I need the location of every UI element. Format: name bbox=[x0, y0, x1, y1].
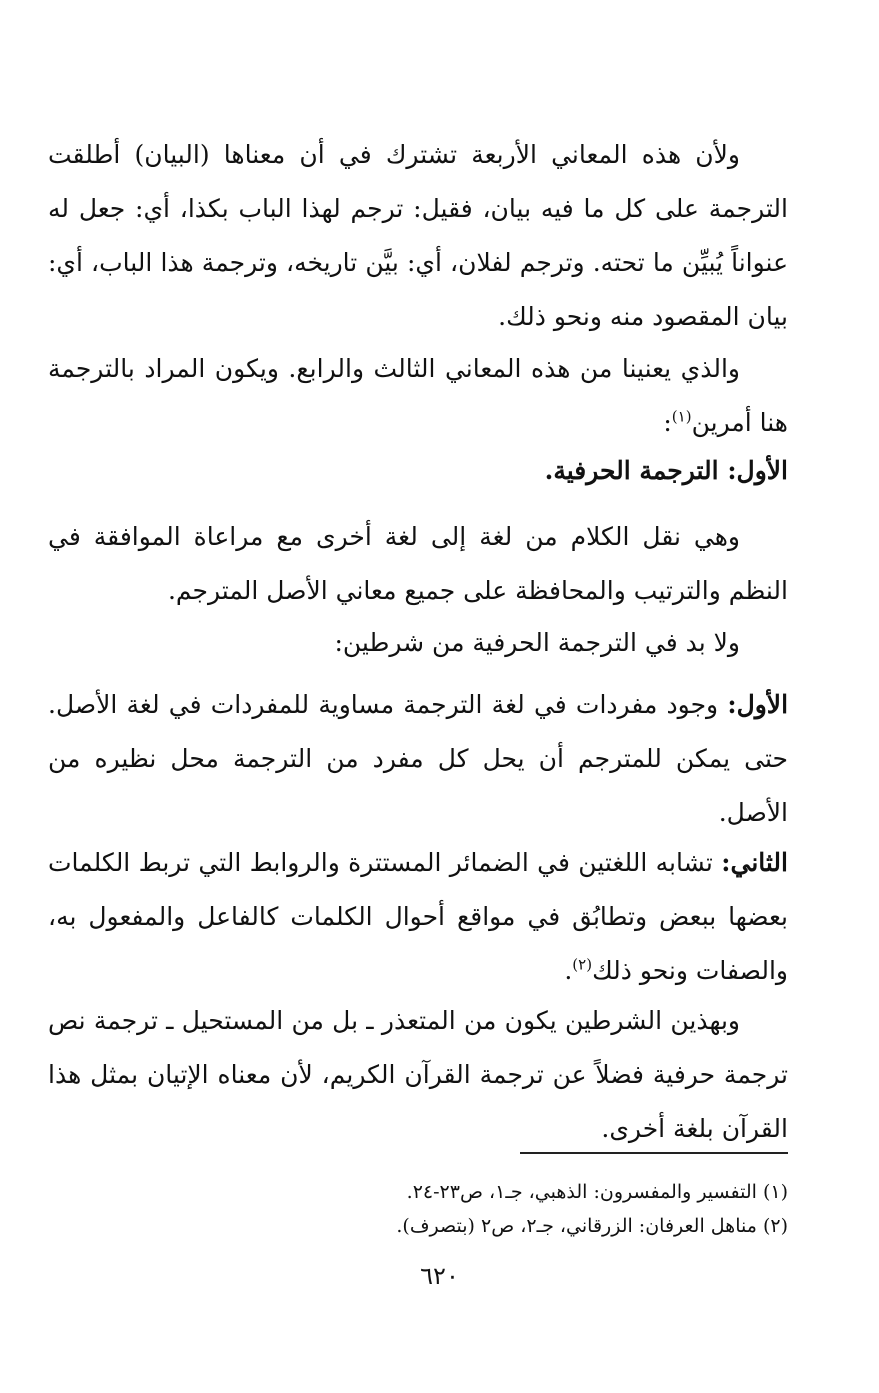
paragraph-2 bbox=[48, 342, 788, 450]
heading-text: الأول: الترجمة الحرفية. bbox=[544, 456, 788, 485]
paragraph-7 bbox=[48, 994, 788, 1156]
paragraph-6 bbox=[48, 836, 788, 998]
paragraph-4 bbox=[48, 616, 788, 670]
footnote-ref-2: (٢) bbox=[572, 955, 593, 974]
paragraph-7-text: وبهذين الشرطين يكون من المتعذر ـ بل من المستحيل ـ ترجمة نص ترجمة حرفية فضلاً عن ترجمة القرآن الكريم، لأن معناه الإتيان بمثل هذا القرآن بلغة أخرى. bbox=[48, 1006, 788, 1143]
paragraph-1-text: ولأن هذه المعاني الأربعة تشترك في أن معناها (البيان) أطلقت الترجمة على كل ما فيه بيان، فقيل: ترجم لهذا الباب بكذا، أي: جعل له عنواناً يُبيِّن ما تحته. وترجم لفلان، أي: بيَّن تاريخه، وترجمة هذا الباب، أي: بيان المقصود منه ونحو ذلك. bbox=[48, 140, 788, 331]
paragraph-3 bbox=[48, 510, 788, 618]
footnote-ref-1: (١) bbox=[671, 407, 692, 426]
paragraph-2-text: والذي يعنينا من هذه المعاني الثالث والرابع. ويكون المراد بالترجمة هنا أمرين bbox=[48, 354, 788, 437]
condition-1-label: الأول: bbox=[727, 690, 789, 719]
paragraph-5-text: وجود مفردات في لغة الترجمة مساوية للمفردات في لغة الأصل. حتى يمكن للمترجم أن يحل كل مفرد من الترجمة محل نظيره من الأصل. bbox=[48, 690, 788, 827]
paragraph-6-tail: . bbox=[564, 956, 573, 985]
paragraph-1 bbox=[48, 128, 788, 344]
page-number: ٦٢٠ bbox=[420, 1262, 459, 1290]
paragraph-3-text: وهي نقل الكلام من لغة إلى لغة أخرى مع مراعاة الموافقة في النظم والترتيب والمحافظة على جميع معاني الأصل المترجم. bbox=[48, 522, 788, 605]
footnote-1: (١) التفسير والمفسرون: الذهبي، جـ١، ص٢٣-٢٤. bbox=[406, 1181, 788, 1203]
paragraph-6-text: تشابه اللغتين في الضمائر المستترة والروابط التي تربط الكلمات بعضها ببعض وتطابُق في مواقع أحوال الكلمات كالفاعل والمفعول به، والصفات ونحو ذلك bbox=[48, 848, 788, 985]
condition-2-label: الثاني: bbox=[721, 848, 788, 877]
paragraph-2-tail: : bbox=[663, 408, 672, 437]
paragraph-4-text: ولا بد في الترجمة الحرفية من شرطين: bbox=[334, 628, 740, 657]
paragraph-5 bbox=[48, 678, 788, 840]
footnote-separator bbox=[520, 1152, 788, 1154]
footnote-2: (٢) مناهل العرفان: الزرقاني، جـ٢، ص٢ (بتصرف). bbox=[396, 1215, 788, 1237]
section-heading-literal-translation bbox=[48, 444, 788, 498]
